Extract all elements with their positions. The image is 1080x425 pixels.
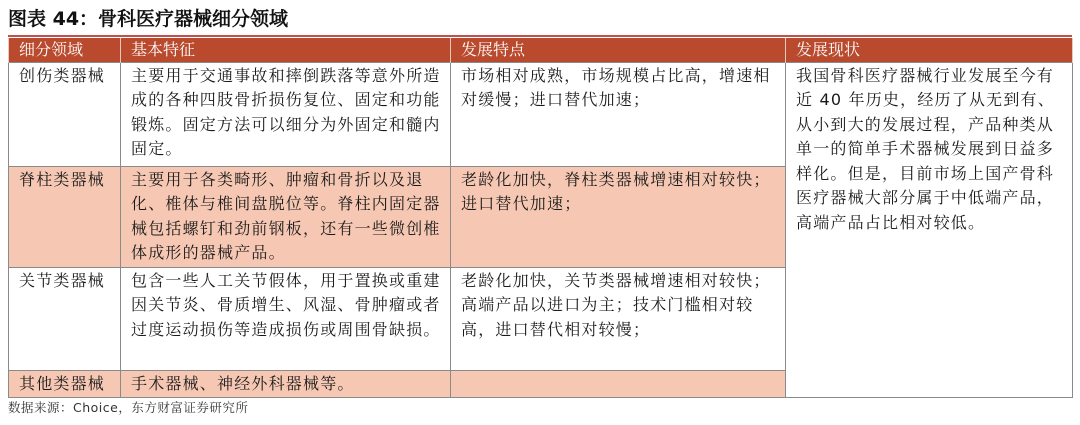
header-features: 基本特征 <box>121 38 451 62</box>
row-dev-features: 市场相对成熟，市场规模占比高，增速相对缓慢；进口替代加速； <box>451 62 786 166</box>
header-category: 细分领域 <box>9 38 121 62</box>
row-category: 其他类器械 <box>9 370 121 398</box>
row-category: 创伤类器械 <box>9 62 121 166</box>
row-dev-features: 老龄化加快，关节类器械增速相对较快；高端产品以进口为主；技术门槛相对较高，进口替代相对较慢； <box>451 267 786 370</box>
row-features: 包含一些人工关节假体，用于置换或重建因关节炎、骨质增生、风湿、骨肿瘤或者过度运动损伤等造成损伤或周围骨缺损。 <box>121 267 451 370</box>
row-features: 手术器械、神经外科器械等。 <box>121 370 451 398</box>
header-status: 发展现状 <box>786 38 1073 62</box>
table-header-row <box>9 38 1073 62</box>
status-cell: 我国骨科医疗器械行业发展至今有近 40 年历史，经历了从无到有、从小到大的发展过程，产品种类从单一的简单手术器械发展到日益多样化。但是，目前市场上国产骨科医疗器械大部分属于中低端产品，高端产品占比相对较低。 <box>786 62 1073 398</box>
row-features: 主要用于交通事故和摔倒跌落等意外所造成的各种四肢骨折损伤复位、固定和功能锻炼。固定方法可以细分为外固定和髓内固定。 <box>121 62 451 166</box>
row-category: 脊柱类器械 <box>9 166 121 267</box>
table-row <box>9 62 1073 166</box>
figure-title: 图表 44：骨科医疗器械细分领域 <box>8 8 289 30</box>
row-dev-features <box>451 370 786 398</box>
source-note: 数据来源：Choice，东方财富证券研究所 <box>8 400 249 415</box>
row-category: 关节类器械 <box>9 267 121 370</box>
segments-table <box>8 38 1073 398</box>
row-features: 主要用于各类畸形、肿瘤和骨折以及退化、椎体与椎间盘脱位等。脊柱内固定器械包括螺钉和劲前钢板，还有一些微创椎体成形的器械产品。 <box>121 166 451 267</box>
row-dev-features: 老龄化加快，脊柱类器械增速相对较快；进口替代加速； <box>451 166 786 267</box>
title-rule <box>8 35 1072 37</box>
header-dev-features: 发展特点 <box>451 38 786 62</box>
